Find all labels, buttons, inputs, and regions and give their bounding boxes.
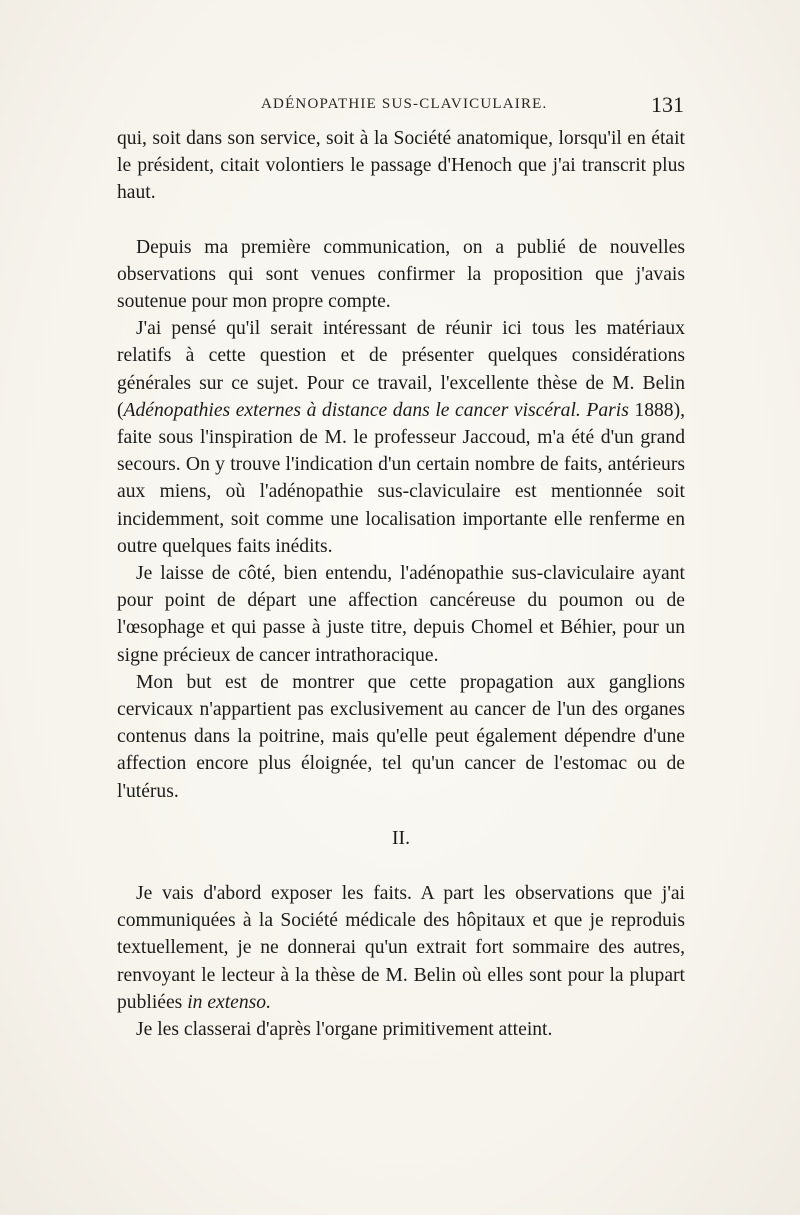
- page-body: [117, 125, 685, 1043]
- paragraph-1: qui, soit dans son service, soit à la Société anatomique, lorsqu'il en était le président, citait volontiers le passage d'Henoch que j'ai transcrit plus haut.: [117, 128, 685, 204]
- paragraph-5: Mon but est de montrer que cette propagation aux ganglions cervicaux n'appartient pas exclusivement au cancer de l'un des organes contenus dans la poitrine, mais qu'elle peut également dépendre d'une affection encore plus éloignée, tel qu'un cancer de l'estomac ou de l'utérus.: [117, 671, 685, 802]
- paragraph-6-italic: in extenso.: [187, 991, 271, 1013]
- paragraph-3: [117, 315, 685, 560]
- paragraph-2: Depuis ma première communication, on a publié de nouvelles observations qui sont venues confirmer la proposition que j'avais soutenue pour mon propre compte.: [117, 236, 685, 313]
- paragraph-6-text: Je vais d'abord exposer les faits. A part les observations que j'ai communiquées à la Société médicale des hôpitaux et que je reproduis textuellement, je ne donnerai qu'un extrait fort sommaire des autres, renvoyant le lecteur à la thèse de M. Belin où elles sont pour la plupart publiées: [117, 883, 685, 1013]
- paragraph-7: Je les classerai d'après l'organe primitivement atteint.: [136, 1019, 553, 1041]
- paragraph-3-text-b: 1888), faite sous l'inspiration de M. le professeur Jaccoud, m'a été d'un grand secours. On y trouve l'indication d'un certain nombre de faits, antérieurs aux miens, où l'adénopathie sus-claviculaire est mentionnée soit incidemment, soit comme une localisation importante elle renferme en outre quelques faits inédits.: [117, 399, 686, 557]
- running-title: ADÉNOPATHIE SUS-CLAVICULAIRE.: [261, 96, 548, 112]
- paragraph-3-text-a: J'ai pensé qu'il serait intéressant de réunir ici tous les matériaux relatifs à cette question et de présenter quelques considérations générales sur ce sujet. Pour ce travail, l'excellente thèse de M. Belin (: [117, 318, 685, 421]
- paragraph-6: [117, 880, 685, 1016]
- page-number: 131: [651, 92, 684, 117]
- running-header: [116, 94, 684, 120]
- paragraph-4: Je laisse de côté, bien entendu, l'adénopathie sus-claviculaire ayant pour point de départ une affection cancéreuse du poumon ou de l'œsophage et qui passe à juste titre, depuis Chomel et Béhier, pour un signe précieux de cancer intrathoracique.: [117, 563, 685, 666]
- paragraph-3-citation: Adénopathies externes à distance dans le cancer viscéral. Paris: [123, 399, 629, 421]
- section-heading: II.: [392, 827, 410, 849]
